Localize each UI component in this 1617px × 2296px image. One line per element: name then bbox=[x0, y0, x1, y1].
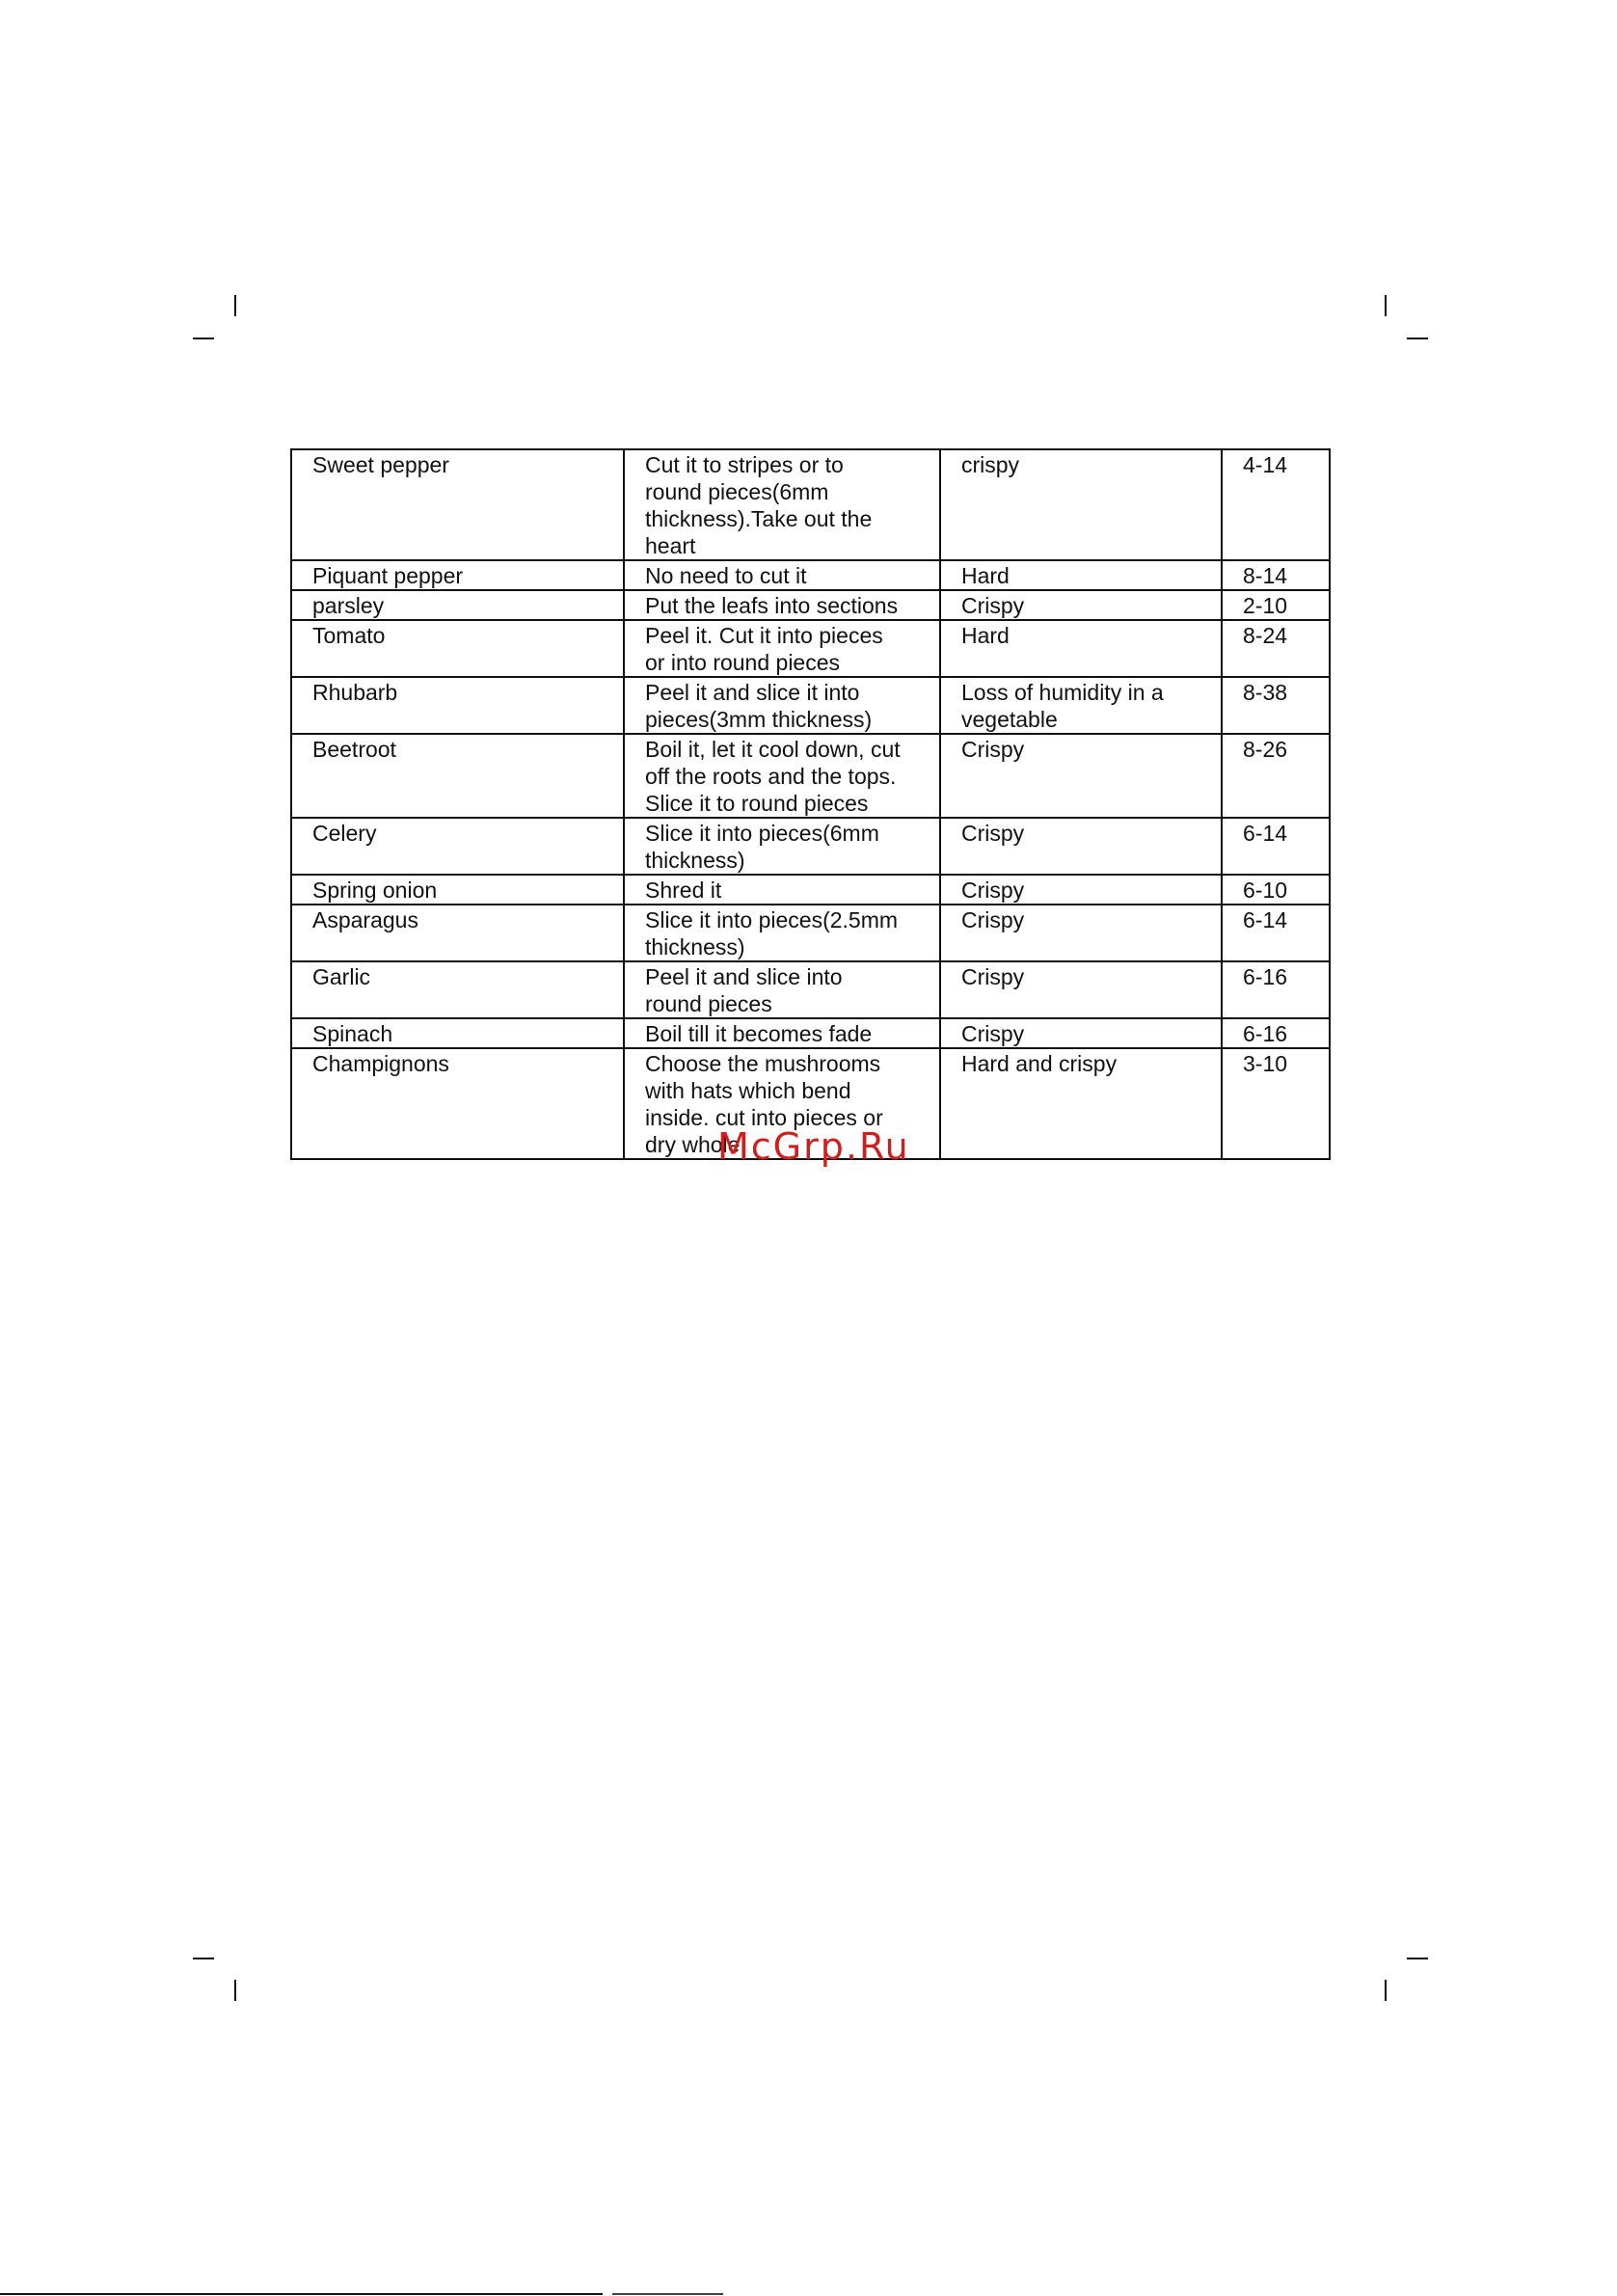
crop-mark-bottom-left-h bbox=[193, 1958, 214, 1959]
preparation-cell: Peel it. Cut it into pieces or into round pieces bbox=[624, 620, 940, 677]
preparation-cell: Choose the mushrooms with hats which bend inside. cut into pieces or dry whole. bbox=[624, 1048, 940, 1159]
table-row bbox=[291, 875, 1330, 905]
crop-mark-top-right-v bbox=[1385, 295, 1387, 316]
bottom-rule-fragment bbox=[612, 2293, 723, 2295]
table-row bbox=[291, 560, 1330, 590]
preparation-cell: No need to cut it bbox=[624, 560, 940, 590]
result-cell: Crispy bbox=[940, 875, 1222, 905]
table-row bbox=[291, 620, 1330, 677]
result-cell: Crispy bbox=[940, 905, 1222, 961]
result-cell: Hard bbox=[940, 560, 1222, 590]
drying-time-cell: 8-38 bbox=[1222, 677, 1330, 734]
food-name-cell: Piquant pepper bbox=[291, 560, 624, 590]
food-name-cell: Garlic bbox=[291, 961, 624, 1018]
drying-time-cell: 4-14 bbox=[1222, 449, 1330, 560]
result-cell: Hard bbox=[940, 620, 1222, 677]
vegetable-drying-table bbox=[290, 448, 1331, 1160]
preparation-cell: Cut it to stripes or to round pieces(6mm thickness).Take out the heart bbox=[624, 449, 940, 560]
drying-time-cell: 6-14 bbox=[1222, 818, 1330, 875]
result-cell: Crispy bbox=[940, 734, 1222, 818]
result-cell: Loss of humidity in a vegetable bbox=[940, 677, 1222, 734]
crop-mark-top-left-v bbox=[234, 295, 236, 316]
food-name-cell: parsley bbox=[291, 590, 624, 620]
result-cell: Crispy bbox=[940, 590, 1222, 620]
food-name-cell: Celery bbox=[291, 818, 624, 875]
result-cell: Hard and crispy bbox=[940, 1048, 1222, 1159]
drying-time-cell: 3-10 bbox=[1222, 1048, 1330, 1159]
table-row bbox=[291, 734, 1330, 818]
preparation-cell: Shred it bbox=[624, 875, 940, 905]
food-name-cell: Sweet pepper bbox=[291, 449, 624, 560]
drying-time-cell: 6-16 bbox=[1222, 1018, 1330, 1048]
result-cell: Crispy bbox=[940, 818, 1222, 875]
food-name-cell: Asparagus bbox=[291, 905, 624, 961]
table-row bbox=[291, 677, 1330, 734]
watermark: McGrp.Ru bbox=[717, 1125, 910, 1168]
drying-time-cell: 6-14 bbox=[1222, 905, 1330, 961]
preparation-cell: Put the leafs into sections bbox=[624, 590, 940, 620]
drying-time-cell: 6-10 bbox=[1222, 875, 1330, 905]
food-name-cell: Spring onion bbox=[291, 875, 624, 905]
crop-mark-bottom-right-h bbox=[1407, 1958, 1428, 1959]
drying-time-cell: 2-10 bbox=[1222, 590, 1330, 620]
crop-mark-bottom-left-v bbox=[234, 1980, 236, 2001]
preparation-cell: Peel it and slice it into pieces(3mm thickness) bbox=[624, 677, 940, 734]
drying-time-cell: 8-24 bbox=[1222, 620, 1330, 677]
table-row bbox=[291, 905, 1330, 961]
crop-mark-top-right-h bbox=[1407, 338, 1428, 339]
drying-time-cell: 6-16 bbox=[1222, 961, 1330, 1018]
preparation-cell: Slice it into pieces(6mm thickness) bbox=[624, 818, 940, 875]
table-row bbox=[291, 590, 1330, 620]
drying-time-cell: 8-14 bbox=[1222, 560, 1330, 590]
crop-mark-top-left-h bbox=[193, 338, 214, 339]
result-cell: crispy bbox=[940, 449, 1222, 560]
preparation-cell: Boil till it becomes fade bbox=[624, 1018, 940, 1048]
bottom-rule bbox=[0, 2293, 603, 2295]
table-row bbox=[291, 449, 1330, 560]
table-row bbox=[291, 818, 1330, 875]
crop-mark-bottom-right-v bbox=[1385, 1980, 1387, 2001]
preparation-cell: Slice it into pieces(2.5mm thickness) bbox=[624, 905, 940, 961]
table-row bbox=[291, 961, 1330, 1018]
table-row bbox=[291, 1018, 1330, 1048]
result-cell: Crispy bbox=[940, 961, 1222, 1018]
food-name-cell: Spinach bbox=[291, 1018, 624, 1048]
food-name-cell: Beetroot bbox=[291, 734, 624, 818]
food-name-cell: Rhubarb bbox=[291, 677, 624, 734]
result-cell: Crispy bbox=[940, 1018, 1222, 1048]
preparation-cell: Boil it, let it cool down, cut off the roots and the tops. Slice it to round pieces bbox=[624, 734, 940, 818]
preparation-cell: Peel it and slice into round pieces bbox=[624, 961, 940, 1018]
food-name-cell: Champignons bbox=[291, 1048, 624, 1159]
food-name-cell: Tomato bbox=[291, 620, 624, 677]
drying-time-cell: 8-26 bbox=[1222, 734, 1330, 818]
